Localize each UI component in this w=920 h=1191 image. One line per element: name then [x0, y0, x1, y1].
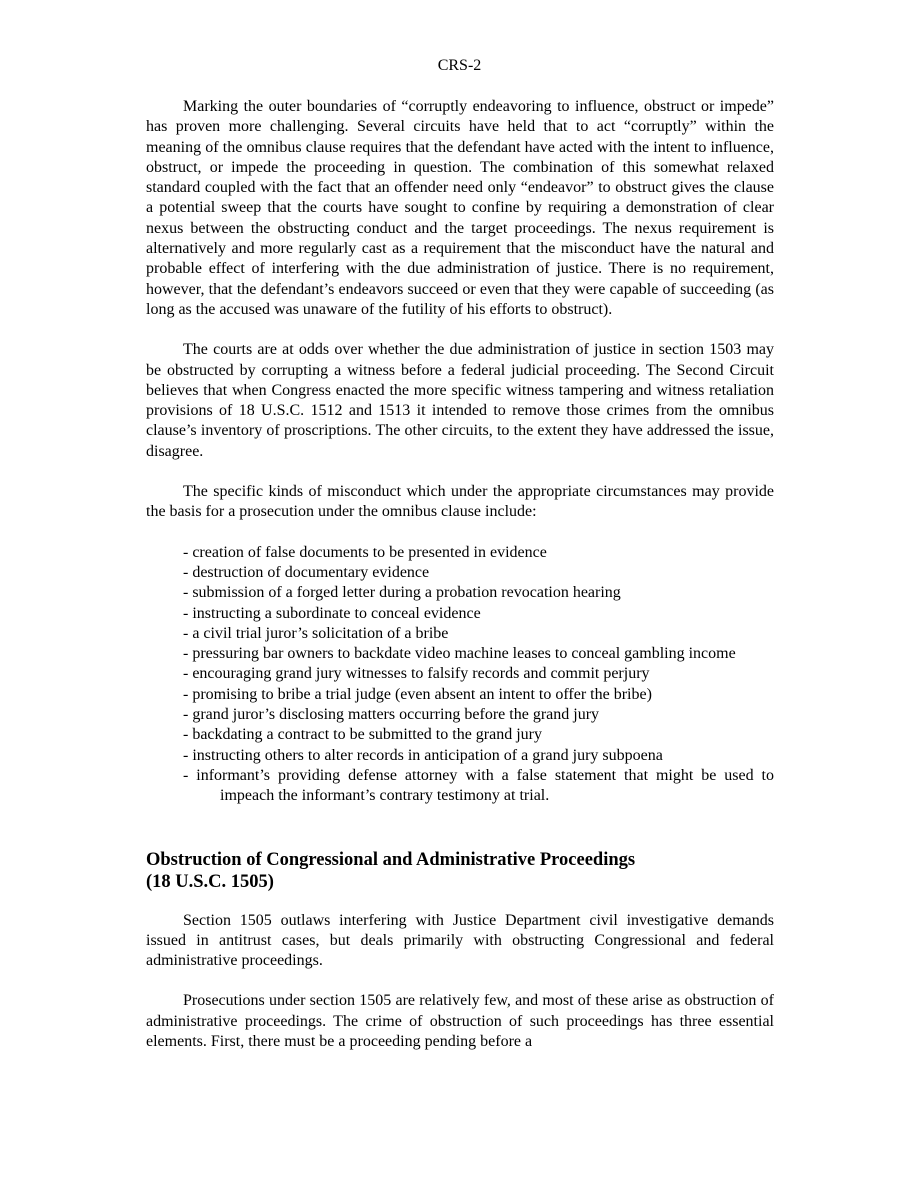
- list-item: - grand juror’s disclosing matters occurring before the grand jury: [183, 706, 600, 724]
- misconduct-list: [146, 543, 774, 807]
- list-item: - promising to bribe a trial judge (even absent an intent to offer the bribe): [183, 685, 652, 703]
- list-item: - backdating a contract to be submitted to the grand jury: [183, 726, 542, 744]
- paragraph-corruptly-endeavoring: Marking the outer boundaries of “corruptly endeavoring to influence, obstruct or impede” has proven more challenging. Several circuits have held that to act “corruptly” within the meaning of the omnibus clause requires that the defendant have acted with the intent to influence, obstruct, or impede the proceeding in question. The combination of this somewhat relaxed standard coupled with the fact that an offender need only “endeavor” to obstruct gives the clause a potential sweep that the courts have sought to confine by requiring a demonstration of clear nexus between the obstructing conduct and the target proceedings. The nexus requirement is alternatively and more regularly cast as a requirement that the misconduct have the natural and probable effect of interfering with the due administration of justice. There is no requirement, however, that the defendant’s endeavors succeed or even that they were capable of succeeding (as long as the accused was unaware of the futility of his efforts to obstruct).: [146, 98, 774, 318]
- list-item: - pressuring bar owners to backdate video machine leases to conceal gambling income: [183, 645, 736, 663]
- page-header: CRS-2: [437, 57, 482, 74]
- list-item: - informant’s providing defense attorney with a false statement that might be used to impeach the informant’s contrary testimony at trial.: [183, 766, 774, 805]
- list-item: - creation of false documents to be presented in evidence: [183, 543, 547, 561]
- paragraph-section-1505: Section 1505 outlaws interfering with Justice Department civil investigative demands issued in antitrust cases, but deals primarily with obstructing Congressional and federal administrative proceedings.: [146, 911, 774, 970]
- list-item: - encouraging grand jury witnesses to falsify records and commit perjury: [183, 665, 650, 683]
- list-item: - destruction of documentary evidence: [183, 563, 430, 581]
- list-item: - instructing others to alter records in anticipation of a grand jury subpoena: [183, 746, 663, 764]
- document-page: [146, 56, 774, 1052]
- section-heading-line2: (18 U.S.C. 1505): [146, 871, 274, 892]
- section-heading-line1: Obstruction of Congressional and Administrative Proceedings: [146, 849, 636, 870]
- paragraph-specific-misconduct: The specific kinds of misconduct which under the appropriate circumstances may provide the basis for a prosecution under the omnibus clause include:: [146, 483, 774, 521]
- list-item: - a civil trial juror’s solicitation of a bribe: [183, 624, 449, 642]
- section-heading: [146, 849, 774, 893]
- paragraph-courts-at-odds: The courts are at odds over whether the due administration of justice in section 1503 may be obstructed by corrupting a witness before a federal judicial proceeding. The Second Circuit believes that when Congress enacted the more specific witness tampering and witness retaliation provisions of 18 U.S.C. 1512 and 1513 it intended to remove those crimes from the omnibus clause’s inventory of proscriptions. The other circuits, to the extent they have addressed the issue, disagree.: [146, 341, 774, 460]
- paragraph-prosecutions: Prosecutions under section 1505 are relatively few, and most of these arise as obstruction of administrative proceedings. The crime of obstruction of such proceedings has three essential elements. First, there must be a proceeding pending before a: [146, 992, 774, 1050]
- list-item: - instructing a subordinate to conceal evidence: [183, 604, 481, 622]
- list-item: - submission of a forged letter during a probation revocation hearing: [183, 584, 621, 602]
